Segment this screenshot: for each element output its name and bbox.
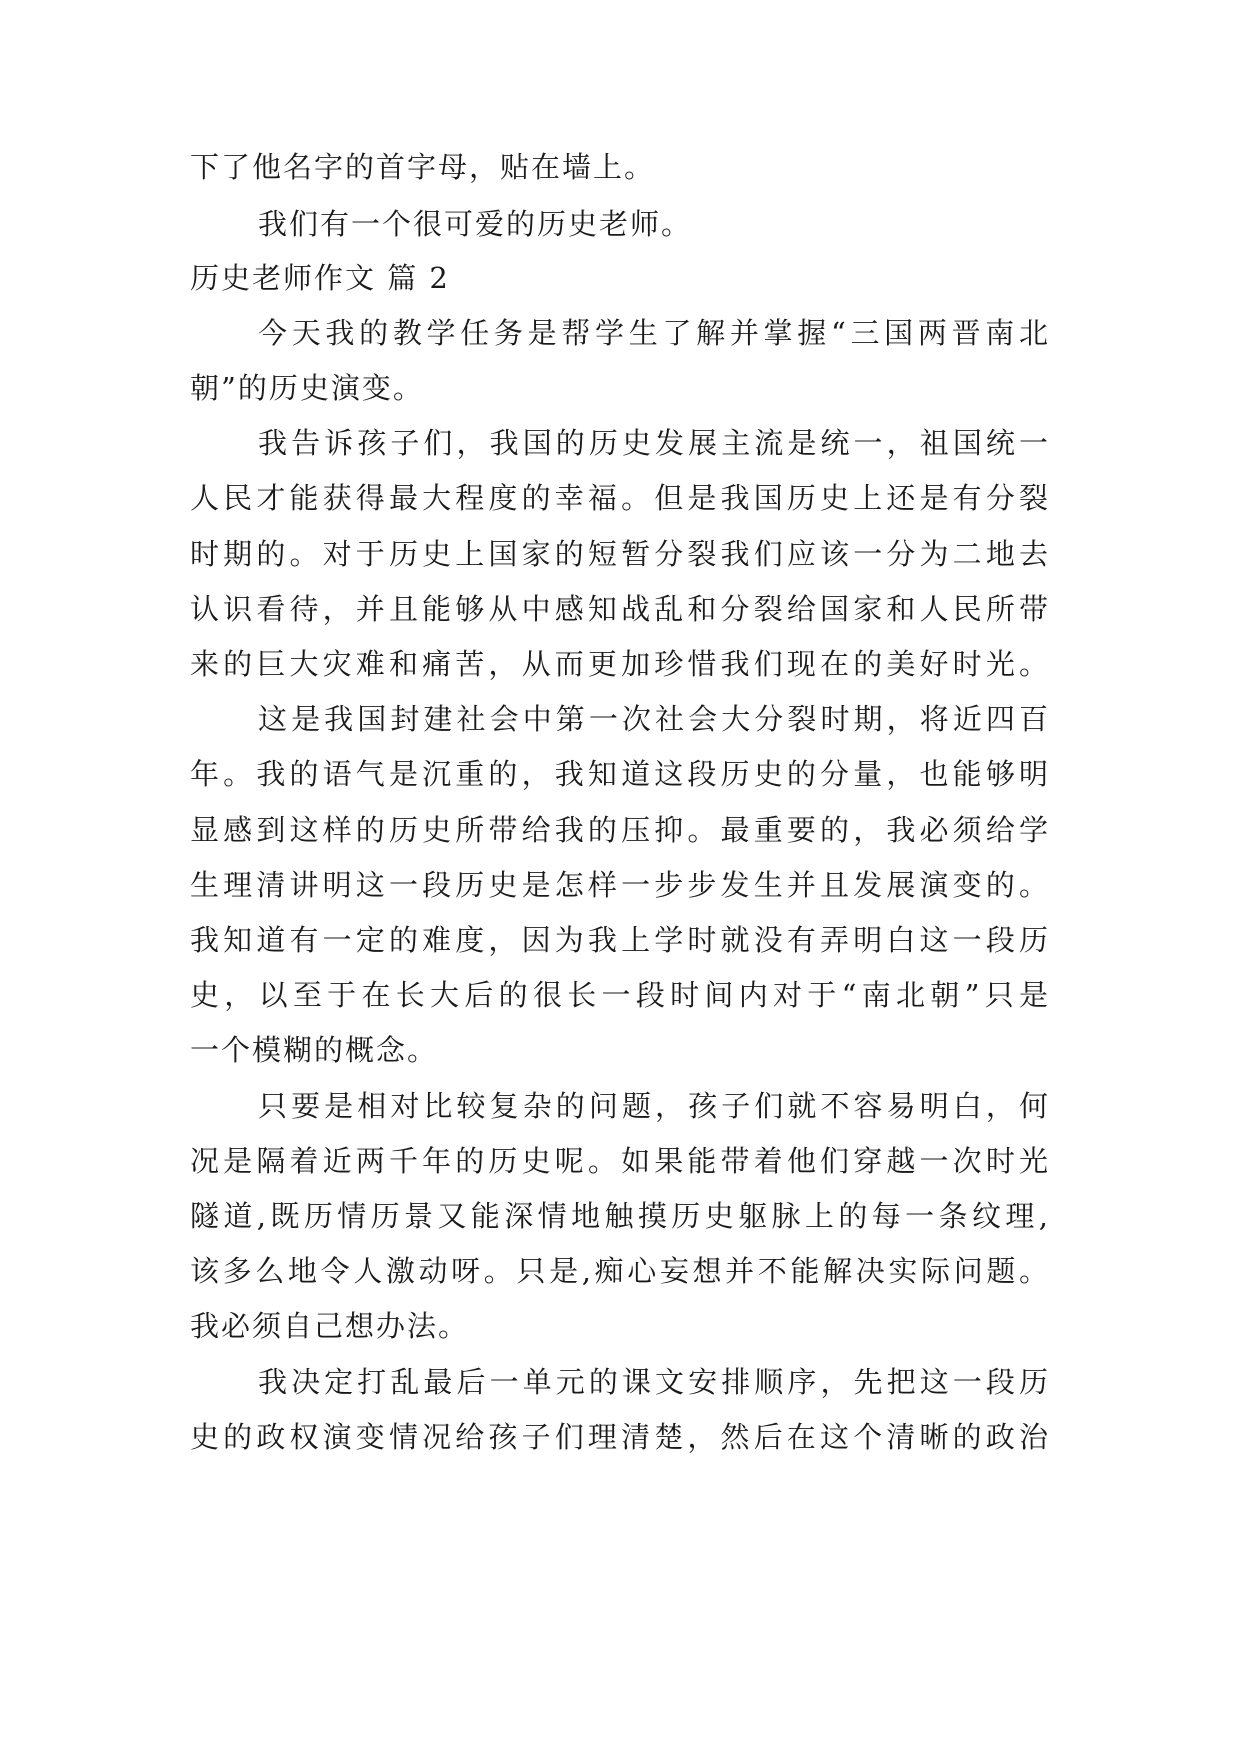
section-heading: 历史老师作文 篇 2 <box>190 261 450 295</box>
text-line: 我知道有一定的难度，因为我上学时就没有弄明白这一段历 <box>190 923 1050 957</box>
text-line: 一个模糊的概念。 <box>190 1033 439 1067</box>
text-line: 下了他名字的首字母，贴在墙上。 <box>190 150 656 184</box>
text-line: 该多么地令人激动呀。只是,痴心妄想并不能解决实际问题。 <box>190 1254 1050 1288</box>
text-line: 况是隔着近两千年的历史呢。如果能带着他们穿越一次时光 <box>190 1144 1050 1178</box>
text-line: 今天我的教学任务是帮学生了解并掌握“三国两晋南北 <box>258 316 1050 350</box>
text-line: 史，以至于在长大后的很长一段时间内对于“南北朝”只是 <box>190 978 1050 1012</box>
text-line: 生理清讲明这一段历史是怎样一步步发生并且发展演变的。 <box>190 868 1050 902</box>
text-line: 时期的。对于历史上国家的短暂分裂我们应该一分为二地去 <box>190 537 1050 571</box>
text-line: 史的政权演变情况给孩子们理清楚，然后在这个清晰的政治 <box>190 1420 1050 1454</box>
text-line: 我决定打乱最后一单元的课文安排顺序，先把这一段历 <box>258 1365 1050 1399</box>
text-line: 朝”的历史演变。 <box>190 371 424 405</box>
text-line: 我必须自己想办法。 <box>190 1309 470 1343</box>
text-line: 年。我的语气是沉重的，我知道这段历史的分量，也能够明 <box>190 757 1050 791</box>
text-line: 我们有一个很可爱的历史老师。 <box>258 207 693 241</box>
text-line: 这是我国封建社会中第一次社会大分裂时期，将近四百 <box>258 702 1050 736</box>
text-line: 隧道,既历情历景又能深情地触摸历史躯脉上的每一条纹理, <box>190 1199 1050 1233</box>
text-line: 来的巨大灾难和痛苦，从而更加珍惜我们现在的美好时光。 <box>190 647 1050 681</box>
text-line: 人民才能获得最大程度的幸福。但是我国历史上还是有分裂 <box>190 481 1050 515</box>
text-line: 显感到这样的历史所带给我的压抑。最重要的，我必须给学 <box>190 813 1050 847</box>
text-line: 我告诉孩子们，我国的历史发展主流是统一，祖国统一 <box>258 426 1050 460</box>
text-line: 认识看待，并且能够从中感知战乱和分裂给国家和人民所带 <box>190 592 1050 626</box>
text-line: 只要是相对比较复杂的问题，孩子们就不容易明白，何 <box>258 1089 1050 1123</box>
